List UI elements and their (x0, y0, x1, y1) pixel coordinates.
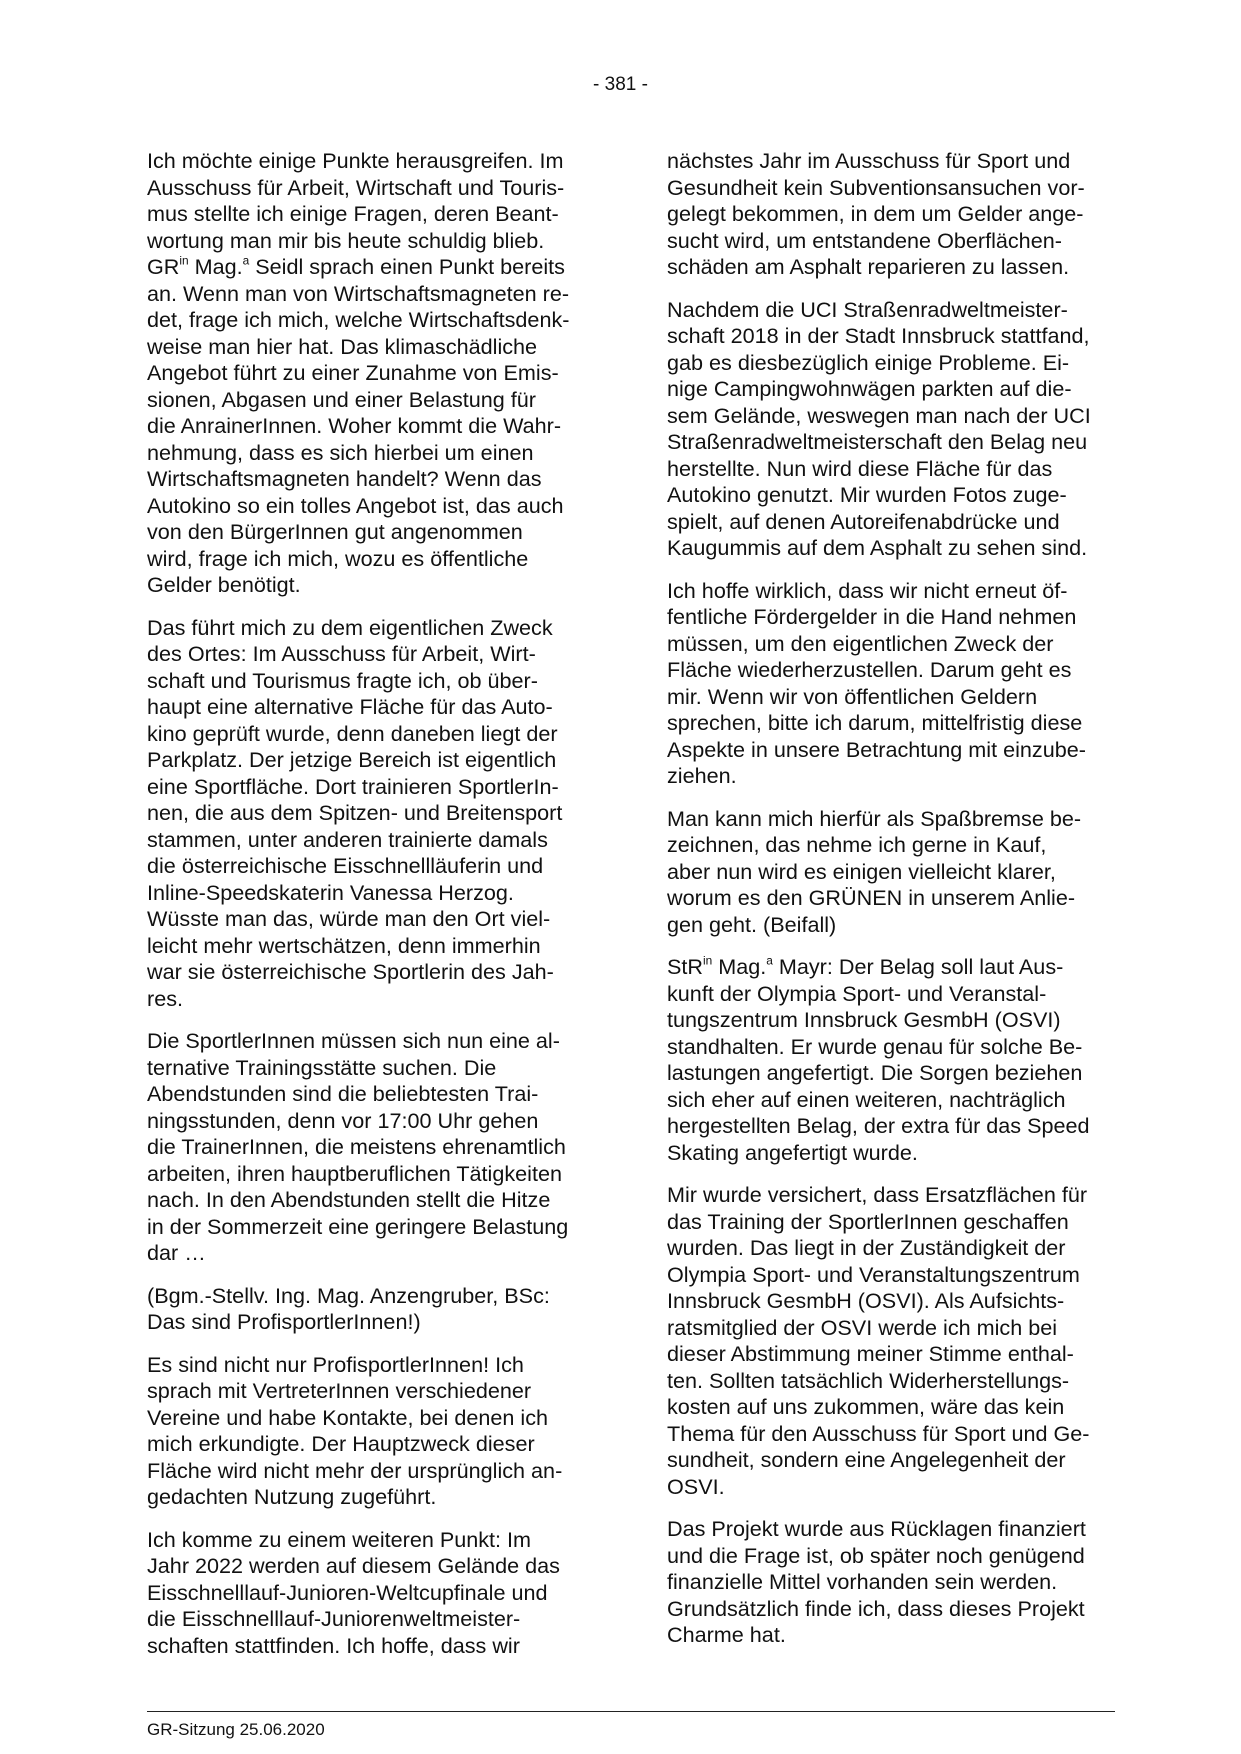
text-line (147, 281, 593, 308)
text-line (147, 334, 593, 361)
line-text: wortung man mir bis heute schuldig blieb. (147, 227, 545, 253)
line-text: Ich möchte einige Punkte herausgreifen. Im (147, 148, 564, 173)
line-text: Grundsätzlich finde ich, dass dieses Projekt (667, 1595, 1085, 1621)
text-line (667, 832, 1113, 859)
line-text: in der Sommerzeit eine geringere Belastung (147, 1213, 569, 1239)
line-text: arbeiten, ihren hauptberuflichen Tätigkeiten (147, 1160, 562, 1186)
paragraph (667, 1182, 1113, 1500)
text-line (667, 1235, 1113, 1262)
line-text: fentliche Fördergelder in die Hand nehmen (667, 604, 1077, 629)
text-line (147, 721, 593, 748)
line-text: die TrainerInnen, die meistens ehrenamtlich (147, 1134, 566, 1159)
text-line (147, 1606, 593, 1633)
paragraph (667, 806, 1113, 939)
line-text: Fläche wiederherzustellen. Darum geht es (667, 657, 1072, 682)
superscript: in (703, 953, 713, 968)
text-line (147, 1484, 593, 1511)
line-text: Das führt mich zu dem eigentlichen Zweck (147, 614, 553, 640)
line-text: dieser Abstimmung meiner Stimme enthal- (667, 1341, 1074, 1366)
paragraph (147, 1283, 593, 1336)
text-line (667, 254, 1113, 281)
text-line (667, 403, 1113, 430)
line-text: det, frage ich mich, welche Wirtschaftsdenk- (147, 307, 570, 332)
line-text: Vereine und habe Kontakte, bei denen ich (147, 1404, 549, 1430)
paragraph (147, 1527, 593, 1660)
text-line (667, 323, 1113, 350)
right-column (667, 148, 1113, 1665)
line-text: ternative Trainingsstätte suchen. Die (147, 1054, 497, 1080)
line-text: Olympia Sport- und Veranstaltungszentrum (667, 1261, 1080, 1287)
text-line (147, 360, 593, 387)
text-line (147, 572, 593, 599)
text-line (667, 737, 1113, 764)
line-text: sionen, Abgasen und einer Belastung für (147, 386, 536, 412)
text-line (667, 1394, 1113, 1421)
text-line (667, 684, 1113, 711)
text-line (147, 1283, 593, 1310)
text-line (147, 986, 593, 1013)
line-text: mir. Wenn wir von öffentlichen Geldern (667, 683, 1038, 709)
text-line (667, 429, 1113, 456)
line-text: Seidl sprach einen Punkt bereits (249, 254, 565, 279)
text-line (147, 413, 593, 440)
text-line (667, 482, 1113, 509)
line-text: GR (147, 254, 180, 279)
line-text: stammen, unter anderen trainierte damals (147, 826, 548, 852)
text-line (667, 1516, 1113, 1543)
text-line (667, 228, 1113, 255)
text-line (667, 1421, 1113, 1448)
text-line (147, 1580, 593, 1607)
text-line (667, 1447, 1113, 1474)
line-text: dar … (147, 1240, 206, 1265)
text-line (147, 1633, 593, 1660)
line-text: Mir wurde versichert, dass Ersatzflächen für (667, 1182, 1088, 1207)
text-line (667, 297, 1113, 324)
line-text: spielt, auf denen Autoreifenabdrücke und (667, 508, 1060, 534)
line-text: nächstes Jahr im Ausschuss für Sport und (667, 148, 1071, 173)
text-line (147, 1553, 593, 1580)
line-text: tungszentrum Innsbruck GesmbH (OSVI) (667, 1007, 1061, 1032)
text-line (147, 440, 593, 467)
text-line (667, 859, 1113, 886)
text-line (147, 641, 593, 668)
line-text: nehmung, dass es sich hierbei um einen (147, 439, 534, 465)
text-line (147, 827, 593, 854)
text-line (667, 1622, 1113, 1649)
text-line (667, 175, 1113, 202)
text-line (147, 1187, 593, 1214)
line-text: Aspekte in unsere Betrachtung mit einzube- (667, 736, 1086, 762)
text-line (147, 1161, 593, 1188)
line-text: Mag. (712, 954, 767, 979)
line-text: aber nun wird es einigen vielleicht klarer, (667, 858, 1056, 884)
line-text: (Bgm.-Stellv. Ing. Mag. Anzengruber, BSc: (147, 1282, 550, 1308)
text-line (147, 615, 593, 642)
text-line (147, 1431, 593, 1458)
paragraph (667, 148, 1113, 281)
line-text: die österreichische Eisschnellläuferin und (147, 853, 544, 878)
text-line (147, 853, 593, 880)
text-line (667, 509, 1113, 536)
line-text: Eisschnelllauf-Junioren-Weltcupfinale und (147, 1579, 548, 1605)
paragraph (667, 297, 1113, 562)
line-text: schaften stattfinden. Ich hoffe, dass wir (147, 1632, 520, 1658)
line-text: des Ortes: Im Ausschuss für Arbeit, Wirt- (147, 641, 536, 666)
text-line (147, 747, 593, 774)
line-text: gelegt bekommen, in dem um Gelder ange- (667, 201, 1084, 226)
line-text: sprach mit VertreterInnen verschiedener (147, 1378, 532, 1403)
text-line (147, 1352, 593, 1379)
line-text: Ausschuss für Arbeit, Wirtschaft und Touris- (147, 174, 565, 200)
line-text: Gelder benötigt. (147, 572, 301, 597)
paragraph (147, 615, 593, 1013)
line-text: res. (147, 985, 183, 1011)
text-line (147, 387, 593, 414)
text-line (667, 1543, 1113, 1570)
text-line (667, 806, 1113, 833)
line-text: ten. Sollten tatsächlich Widerherstellungs- (667, 1367, 1070, 1393)
text-line (667, 1596, 1113, 1623)
line-text: die AnrainerInnen. Woher kommt die Wahr- (147, 413, 562, 438)
text-line (147, 1527, 593, 1554)
line-text: standhalten. Er wurde genau für solche Be- (667, 1033, 1083, 1059)
text-line (667, 1034, 1113, 1061)
line-text: mich erkundigte. Der Hauptzweck dieser (147, 1431, 535, 1456)
text-line (667, 1262, 1113, 1289)
line-text: Wirtschaftsmagneten handelt? Wenn das (147, 466, 542, 491)
line-text: Fläche wird nicht mehr der ursprünglich an- (147, 1457, 563, 1483)
line-text: gedachten Nutzung zugeführt. (147, 1484, 437, 1509)
line-text: war sie österreichische Sportlerin des Jah- (147, 959, 554, 984)
line-text: Ich hoffe wirklich, dass wir nicht erneut öf- (667, 577, 1068, 603)
text-line (147, 1028, 593, 1055)
line-text: eine Sportfläche. Dort trainieren SportlerIn- (147, 773, 559, 799)
text-line (667, 1140, 1113, 1167)
text-line (667, 604, 1113, 631)
line-text: herstellte. Nun wird diese Fläche für das (667, 455, 1053, 481)
line-text: die Eisschnelllauf-Juniorenweltmeister- (147, 1606, 521, 1631)
text-line (667, 1315, 1113, 1342)
paragraph (147, 1028, 593, 1267)
text-line (147, 800, 593, 827)
line-text: hergestellten Belag, der extra für das Speed (667, 1113, 1090, 1138)
line-text: Skating angefertigt wurde. (667, 1139, 918, 1165)
text-line (147, 307, 593, 334)
line-text: wurden. Das liegt in der Zuständigkeit der (667, 1235, 1066, 1260)
text-line (667, 954, 1113, 981)
line-text: haupt eine alternative Fläche für das Auto- (147, 694, 553, 719)
text-line (667, 710, 1113, 737)
line-text: kino geprüft wurde, denn daneben liegt der (147, 720, 558, 746)
paragraph (667, 1516, 1113, 1649)
line-text: nach. In den Abendstunden stellt die Hitze (147, 1187, 551, 1212)
page-number: - 381 - (593, 74, 648, 95)
line-text: StR (667, 954, 703, 979)
line-text: Autokino so ein tolles Angebot ist, das auch (147, 492, 564, 518)
line-text: Jahr 2022 werden auf diesem Gelände das (147, 1553, 560, 1578)
line-text: Ich komme zu einem weiteren Punkt: Im (147, 1526, 532, 1552)
text-line (667, 456, 1113, 483)
text-line (147, 1309, 593, 1336)
line-text: zeichnen, das nehme ich gerne in Kauf, (667, 832, 1047, 857)
text-line (147, 175, 593, 202)
superscript: a (766, 953, 773, 968)
line-text: ziehen. (667, 763, 737, 788)
line-text: leicht mehr wertschätzen, denn immerhin (147, 932, 541, 958)
line-text: ningsstunden, denn vor 17:00 Uhr gehen (147, 1107, 539, 1133)
line-text: sundheit, sondern eine Angelegenheit der (667, 1447, 1066, 1472)
text-line (147, 201, 593, 228)
text-line (147, 1108, 593, 1135)
line-text: Man kann mich hierfür als Spaßbremse be- (667, 805, 1082, 831)
left-column (147, 148, 593, 1675)
text-line (667, 578, 1113, 605)
line-text: sucht wird, um entstandene Oberflächen- (667, 227, 1062, 253)
line-text: sem Gelände, weswegen man nach der UCI (667, 402, 1091, 428)
line-text: Es sind nicht nur ProfisportlerInnen! Ich (147, 1351, 524, 1377)
text-line (667, 763, 1113, 790)
line-text: sprechen, bitte ich darum, mittelfristig diese (667, 710, 1083, 735)
text-line (667, 912, 1113, 939)
text-line (147, 254, 593, 281)
line-text: und die Frage ist, ob später noch genügend (667, 1542, 1085, 1568)
line-text: weise man hier hat. Das klimaschädliche (147, 333, 538, 359)
line-text: Straßenradweltmeisterschaft den Belag neu (667, 429, 1088, 454)
text-line (147, 1134, 593, 1161)
line-text: gen geht. (Beifall) (667, 911, 837, 937)
paragraph (147, 148, 593, 599)
line-text: von den BürgerInnen gut angenommen (147, 519, 523, 544)
line-text: Inline-Speedskaterin Vanessa Herzog. (147, 879, 514, 905)
text-line (147, 148, 593, 175)
text-line (667, 1113, 1113, 1140)
line-text: Angebot führt zu einer Zunahme von Emis- (147, 360, 559, 385)
superscript: in (179, 253, 189, 268)
text-line (667, 1341, 1113, 1368)
text-line (147, 1055, 593, 1082)
line-text: nige Campingwohnwägen parkten auf die- (667, 376, 1072, 401)
text-line (147, 546, 593, 573)
text-line (667, 148, 1113, 175)
line-text: ratsmitglied der OSVI werde ich mich bei (667, 1314, 1058, 1340)
line-text: kunft der Olympia Sport- und Veranstal- (667, 980, 1047, 1006)
footer-text: GR-Sitzung 25.06.2020 (147, 1720, 325, 1739)
text-line (147, 519, 593, 546)
text-line (667, 535, 1113, 562)
line-text: Charme hat. (667, 1622, 786, 1647)
text-line (667, 1087, 1113, 1114)
line-text: Mag. (188, 254, 243, 279)
text-line (667, 1060, 1113, 1087)
line-text: schäden am Asphalt reparieren zu lassen. (667, 254, 1070, 279)
line-text: kosten auf uns zukommen, wäre das kein (667, 1394, 1065, 1419)
line-text: gab es diesbezüglich einige Probleme. Ei- (667, 349, 1070, 375)
line-text: Abendstunden sind die beliebtesten Trai- (147, 1081, 539, 1106)
text-line (147, 493, 593, 520)
line-text: lastungen angefertigt. Die Sorgen beziehen (667, 1060, 1083, 1085)
line-text: Thema für den Ausschuss für Sport und Ge- (667, 1420, 1090, 1446)
text-line (147, 466, 593, 493)
text-line (667, 1007, 1113, 1034)
text-line (147, 1378, 593, 1405)
text-line (667, 885, 1113, 912)
line-text: finanzielle Mittel vorhanden sein werden. (667, 1569, 1058, 1594)
line-text: müssen, um den eigentlichen Zweck der (667, 630, 1054, 656)
paragraph (667, 954, 1113, 1166)
text-line (667, 1182, 1113, 1209)
paragraph (147, 1352, 593, 1511)
line-text: Innsbruck GesmbH (OSVI). Als Aufsichts- (667, 1288, 1065, 1313)
line-text: OSVI. (667, 1473, 725, 1499)
line-text: worum es den GRÜNEN in unserem Anlie- (667, 885, 1076, 910)
text-line (147, 1405, 593, 1432)
text-line (667, 1474, 1113, 1501)
text-line (667, 657, 1113, 684)
line-text: an. Wenn man von Wirtschaftsmagneten re- (147, 280, 570, 306)
line-text: Gesundheit kein Subventionsansuchen vor- (667, 174, 1085, 200)
text-line (667, 350, 1113, 377)
text-line (667, 1209, 1113, 1236)
line-text: wird, frage ich mich, wozu es öffentliche (147, 545, 529, 571)
text-line (147, 1240, 593, 1267)
text-line (147, 1081, 593, 1108)
footer-rule (147, 1711, 1115, 1712)
line-text: schaft 2018 in der Stadt Innsbruck stattfand, (667, 323, 1090, 348)
line-text: Mayr: Der Belag soll laut Aus- (772, 954, 1064, 979)
text-line (147, 1458, 593, 1485)
line-text: schaft und Tourismus fragte ich, ob über- (147, 667, 538, 693)
text-line (147, 228, 593, 255)
text-line (147, 906, 593, 933)
line-text: Autokino genutzt. Mir wurden Fotos zuge- (667, 482, 1067, 507)
text-line (147, 1214, 593, 1241)
line-text: sich eher auf einen weiteren, nachträglich (667, 1086, 1066, 1112)
line-text: Nachdem die UCI Straßenradweltmeister- (667, 296, 1068, 322)
text-line (667, 201, 1113, 228)
line-text: Wüsste man das, würde man den Ort viel- (147, 906, 551, 931)
text-line (147, 774, 593, 801)
text-line (667, 631, 1113, 658)
text-line (667, 1288, 1113, 1315)
text-line (147, 933, 593, 960)
text-line (667, 376, 1113, 403)
text-line (667, 981, 1113, 1008)
text-line (667, 1569, 1113, 1596)
line-text: nen, die aus dem Spitzen- und Breitensport (147, 800, 563, 825)
text-line (147, 668, 593, 695)
line-text: Kaugummis auf dem Asphalt zu sehen sind. (667, 535, 1088, 560)
line-text: das Training der SportlerInnen geschaffen (667, 1208, 1069, 1234)
paragraph (667, 578, 1113, 790)
text-line (667, 1368, 1113, 1395)
text-line (147, 880, 593, 907)
line-text: Das Projekt wurde aus Rücklagen finanziert (667, 1516, 1086, 1541)
text-line (147, 959, 593, 986)
line-text: Die SportlerInnen müssen sich nun eine al- (147, 1028, 560, 1053)
line-text: Parkplatz. Der jetzige Bereich ist eigentlich (147, 747, 557, 772)
superscript: a (242, 253, 250, 268)
text-line (147, 694, 593, 721)
line-text: Das sind ProfisportlerInnen!) (147, 1309, 421, 1334)
line-text: mus stellte ich einige Fragen, deren Beant- (147, 201, 559, 226)
